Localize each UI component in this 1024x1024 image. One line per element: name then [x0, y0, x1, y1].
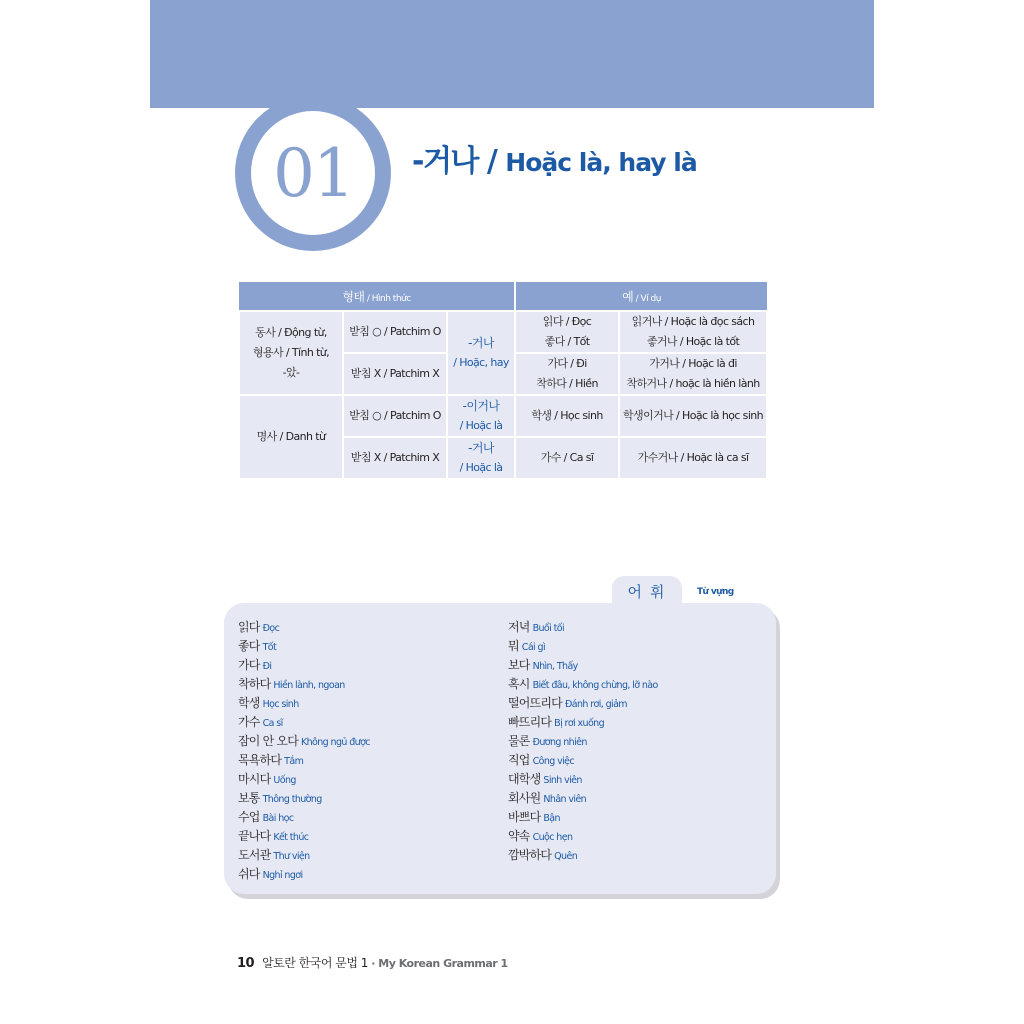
vocab-word-vi: Không ngủ được — [301, 737, 370, 748]
result-text: 착하거나 / hoặc là hiền lành — [626, 377, 760, 390]
vocab-word-ko: 가수 — [238, 715, 260, 729]
result-text: 읽거나 / Hoặc là đọc sách — [631, 315, 755, 328]
result-cell: 학생이거나 / Hoặc là học sinh — [619, 395, 767, 437]
vocab-word-ko: 깜박하다 — [508, 848, 552, 862]
vocab-item — [238, 789, 370, 808]
example-cell: 가수 / Ca sĩ — [515, 437, 619, 479]
vocab-column-right — [508, 618, 658, 865]
vocab-item — [508, 637, 658, 656]
vocab-item — [238, 656, 370, 675]
vocab-word-ko: 잠이 안 오다 — [238, 734, 298, 748]
vocab-item — [238, 713, 370, 732]
vocab-word-ko: 바쁘다 — [508, 810, 541, 824]
vocab-word-vi: Thông thường — [262, 794, 322, 805]
ending-cell — [447, 437, 515, 479]
vocab-word-ko: 쉬다 — [238, 867, 260, 881]
lesson-number: 01 — [273, 134, 353, 212]
vocab-word-vi: Tắm — [284, 756, 304, 767]
ending-meaning: / Hoặc là — [459, 419, 503, 432]
ending-text: -이거나 — [462, 399, 500, 413]
example-text: 착하다 / Hiền — [536, 377, 598, 390]
vocab-word-ko: 도서관 — [238, 848, 271, 862]
page-number: 10 — [237, 956, 255, 971]
vocab-word-vi: Bài học — [262, 813, 294, 824]
group1-label-line: 형용사 / Tính từ, — [252, 346, 330, 359]
vocab-item — [508, 656, 658, 675]
vocab-item — [508, 846, 658, 865]
vocab-item — [238, 694, 370, 713]
vocab-word-vi: Ca sĩ — [262, 718, 283, 729]
lesson-title-vi: Hoặc là, hay là — [505, 148, 697, 177]
vocab-item — [238, 770, 370, 789]
result-cell — [619, 353, 767, 395]
vocab-item — [238, 618, 370, 637]
vocab-item — [238, 637, 370, 656]
book-title-en: · My Korean Grammar 1 — [367, 957, 508, 970]
vocab-word-ko: 혹시 — [508, 677, 530, 691]
vocab-item — [508, 694, 658, 713]
group2-label: 명사 / Danh từ — [239, 395, 343, 479]
vocab-item — [508, 618, 658, 637]
vocab-word-ko: 보다 — [508, 658, 530, 672]
group1-label-line: 동사 / Động từ, — [255, 326, 327, 339]
vocab-tab-subtitle: Từ vựng — [697, 587, 734, 597]
vocab-word-ko: 가다 — [238, 658, 260, 672]
result-cell — [619, 311, 767, 353]
lesson-title-separator: / — [477, 144, 506, 179]
vocab-word-vi: Hiền lành, ngoan — [273, 680, 345, 691]
vocab-word-ko: 회사원 — [508, 791, 541, 805]
vocab-word-ko: 마시다 — [238, 772, 271, 786]
vocab-item — [238, 865, 370, 884]
batchim-cell: 받침 ○ / Patchim O — [343, 395, 447, 437]
vocab-word-ko: 읽다 — [238, 620, 260, 634]
vocab-item — [508, 808, 658, 827]
vocab-item — [238, 827, 370, 846]
header-example: 예 / Ví dụ — [515, 282, 767, 311]
example-cell — [515, 311, 619, 353]
vocab-word-vi: Cuộc hẹn — [532, 832, 573, 843]
vocab-word-ko: 보통 — [238, 791, 260, 805]
vocab-word-vi: Đương nhiên — [532, 737, 587, 748]
grammar-table — [238, 282, 768, 480]
vocab-word-vi: Quên — [554, 851, 578, 862]
vocab-tab: 어휘 — [612, 576, 682, 606]
vocab-word-vi: Đánh rơi, giảm — [564, 699, 627, 710]
header-form: 형태 / Hình thức — [239, 282, 515, 311]
vocab-word-vi: Uống — [273, 775, 296, 786]
vocab-item — [508, 770, 658, 789]
vocab-word-vi: Bận — [543, 813, 560, 824]
vocab-word-vi: Nghỉ ngơi — [262, 870, 303, 881]
ending-text: -거나 — [468, 441, 494, 455]
vocab-word-ko: 직업 — [508, 753, 530, 767]
vocab-item — [508, 713, 658, 732]
header-band — [150, 0, 874, 108]
vocab-item — [508, 732, 658, 751]
example-cell — [515, 353, 619, 395]
vocab-word-ko: 물론 — [508, 734, 530, 748]
vocab-column-left — [238, 618, 370, 884]
vocab-item — [238, 808, 370, 827]
vocab-word-vi: Học sinh — [262, 699, 299, 710]
vocab-item — [508, 675, 658, 694]
vocab-word-ko: 빠뜨리다 — [508, 715, 552, 729]
book-title-ko: 알토란 한국어 문법 1 — [262, 956, 368, 970]
batchim-cell: 받침 X / Patchim X — [343, 353, 447, 395]
vocab-word-vi: Thư viện — [273, 851, 310, 862]
ending-meaning: / Hoặc, hay — [453, 356, 509, 369]
vocab-word-ko: 착하다 — [238, 677, 271, 691]
vocab-item — [508, 751, 658, 770]
vocab-word-ko: 대학생 — [508, 772, 541, 786]
ending-cell — [447, 311, 515, 395]
vocab-item — [238, 751, 370, 770]
vocab-item — [238, 675, 370, 694]
vocab-word-ko: 목욕하다 — [238, 753, 282, 767]
vocab-word-vi: Biết đâu, không chừng, lỡ nào — [532, 680, 658, 691]
result-text: 좋거나 / Hoặc là tốt — [646, 335, 740, 348]
ending-cell — [447, 395, 515, 437]
vocab-item — [508, 827, 658, 846]
vocab-word-ko: 수업 — [238, 810, 260, 824]
vocab-word-vi: Bị rơi xuống — [554, 718, 605, 729]
vocab-word-ko: 좋다 — [238, 639, 260, 653]
vocab-word-ko: 학생 — [238, 696, 260, 710]
example-cell: 학생 / Học sinh — [515, 395, 619, 437]
vocab-word-vi: Buổi tối — [532, 623, 564, 634]
vocab-word-vi: Kết thúc — [273, 832, 309, 843]
lesson-title — [412, 136, 697, 180]
vocab-word-vi: Công việc — [532, 756, 575, 767]
vocab-word-ko: 약속 — [508, 829, 530, 843]
group1-label-line: -았- — [282, 366, 300, 379]
vocab-word-vi: Tốt — [262, 642, 277, 653]
vocab-word-ko: 저녁 — [508, 620, 530, 634]
vocab-word-vi: Nhìn, Thấy — [532, 661, 578, 672]
vocab-word-vi: Cái gì — [521, 642, 545, 653]
page-footer — [237, 954, 508, 971]
result-text: 가거나 / Hoặc là đi — [649, 357, 737, 370]
lesson-number-badge — [251, 111, 375, 235]
vocab-word-vi: Đi — [262, 661, 272, 672]
result-cell: 가수거나 / Hoặc là ca sĩ — [619, 437, 767, 479]
batchim-cell: 받침 ○ / Patchim O — [343, 311, 447, 353]
vocab-word-vi: Sinh viên — [543, 775, 582, 786]
vocab-word-vi: Nhân viên — [543, 794, 587, 805]
vocab-word-ko: 끝나다 — [238, 829, 271, 843]
ending-meaning: / Hoặc là — [459, 461, 503, 474]
vocab-item — [238, 846, 370, 865]
batchim-cell: 받침 X / Patchim X — [343, 437, 447, 479]
vocab-word-ko: 뭐 — [508, 639, 519, 653]
vocab-item — [508, 789, 658, 808]
example-text: 읽다 / Đọc — [542, 315, 592, 328]
vocab-word-vi: Đọc — [262, 623, 280, 634]
example-text: 가다 / Đi — [547, 357, 587, 370]
ending-text: -거나 — [468, 336, 494, 350]
lesson-title-ko: -거나 — [412, 144, 478, 179]
vocab-item — [238, 732, 370, 751]
group1-label — [239, 311, 343, 395]
example-text: 좋다 / Tốt — [544, 335, 590, 348]
vocab-word-ko: 떨어뜨리다 — [508, 696, 562, 710]
